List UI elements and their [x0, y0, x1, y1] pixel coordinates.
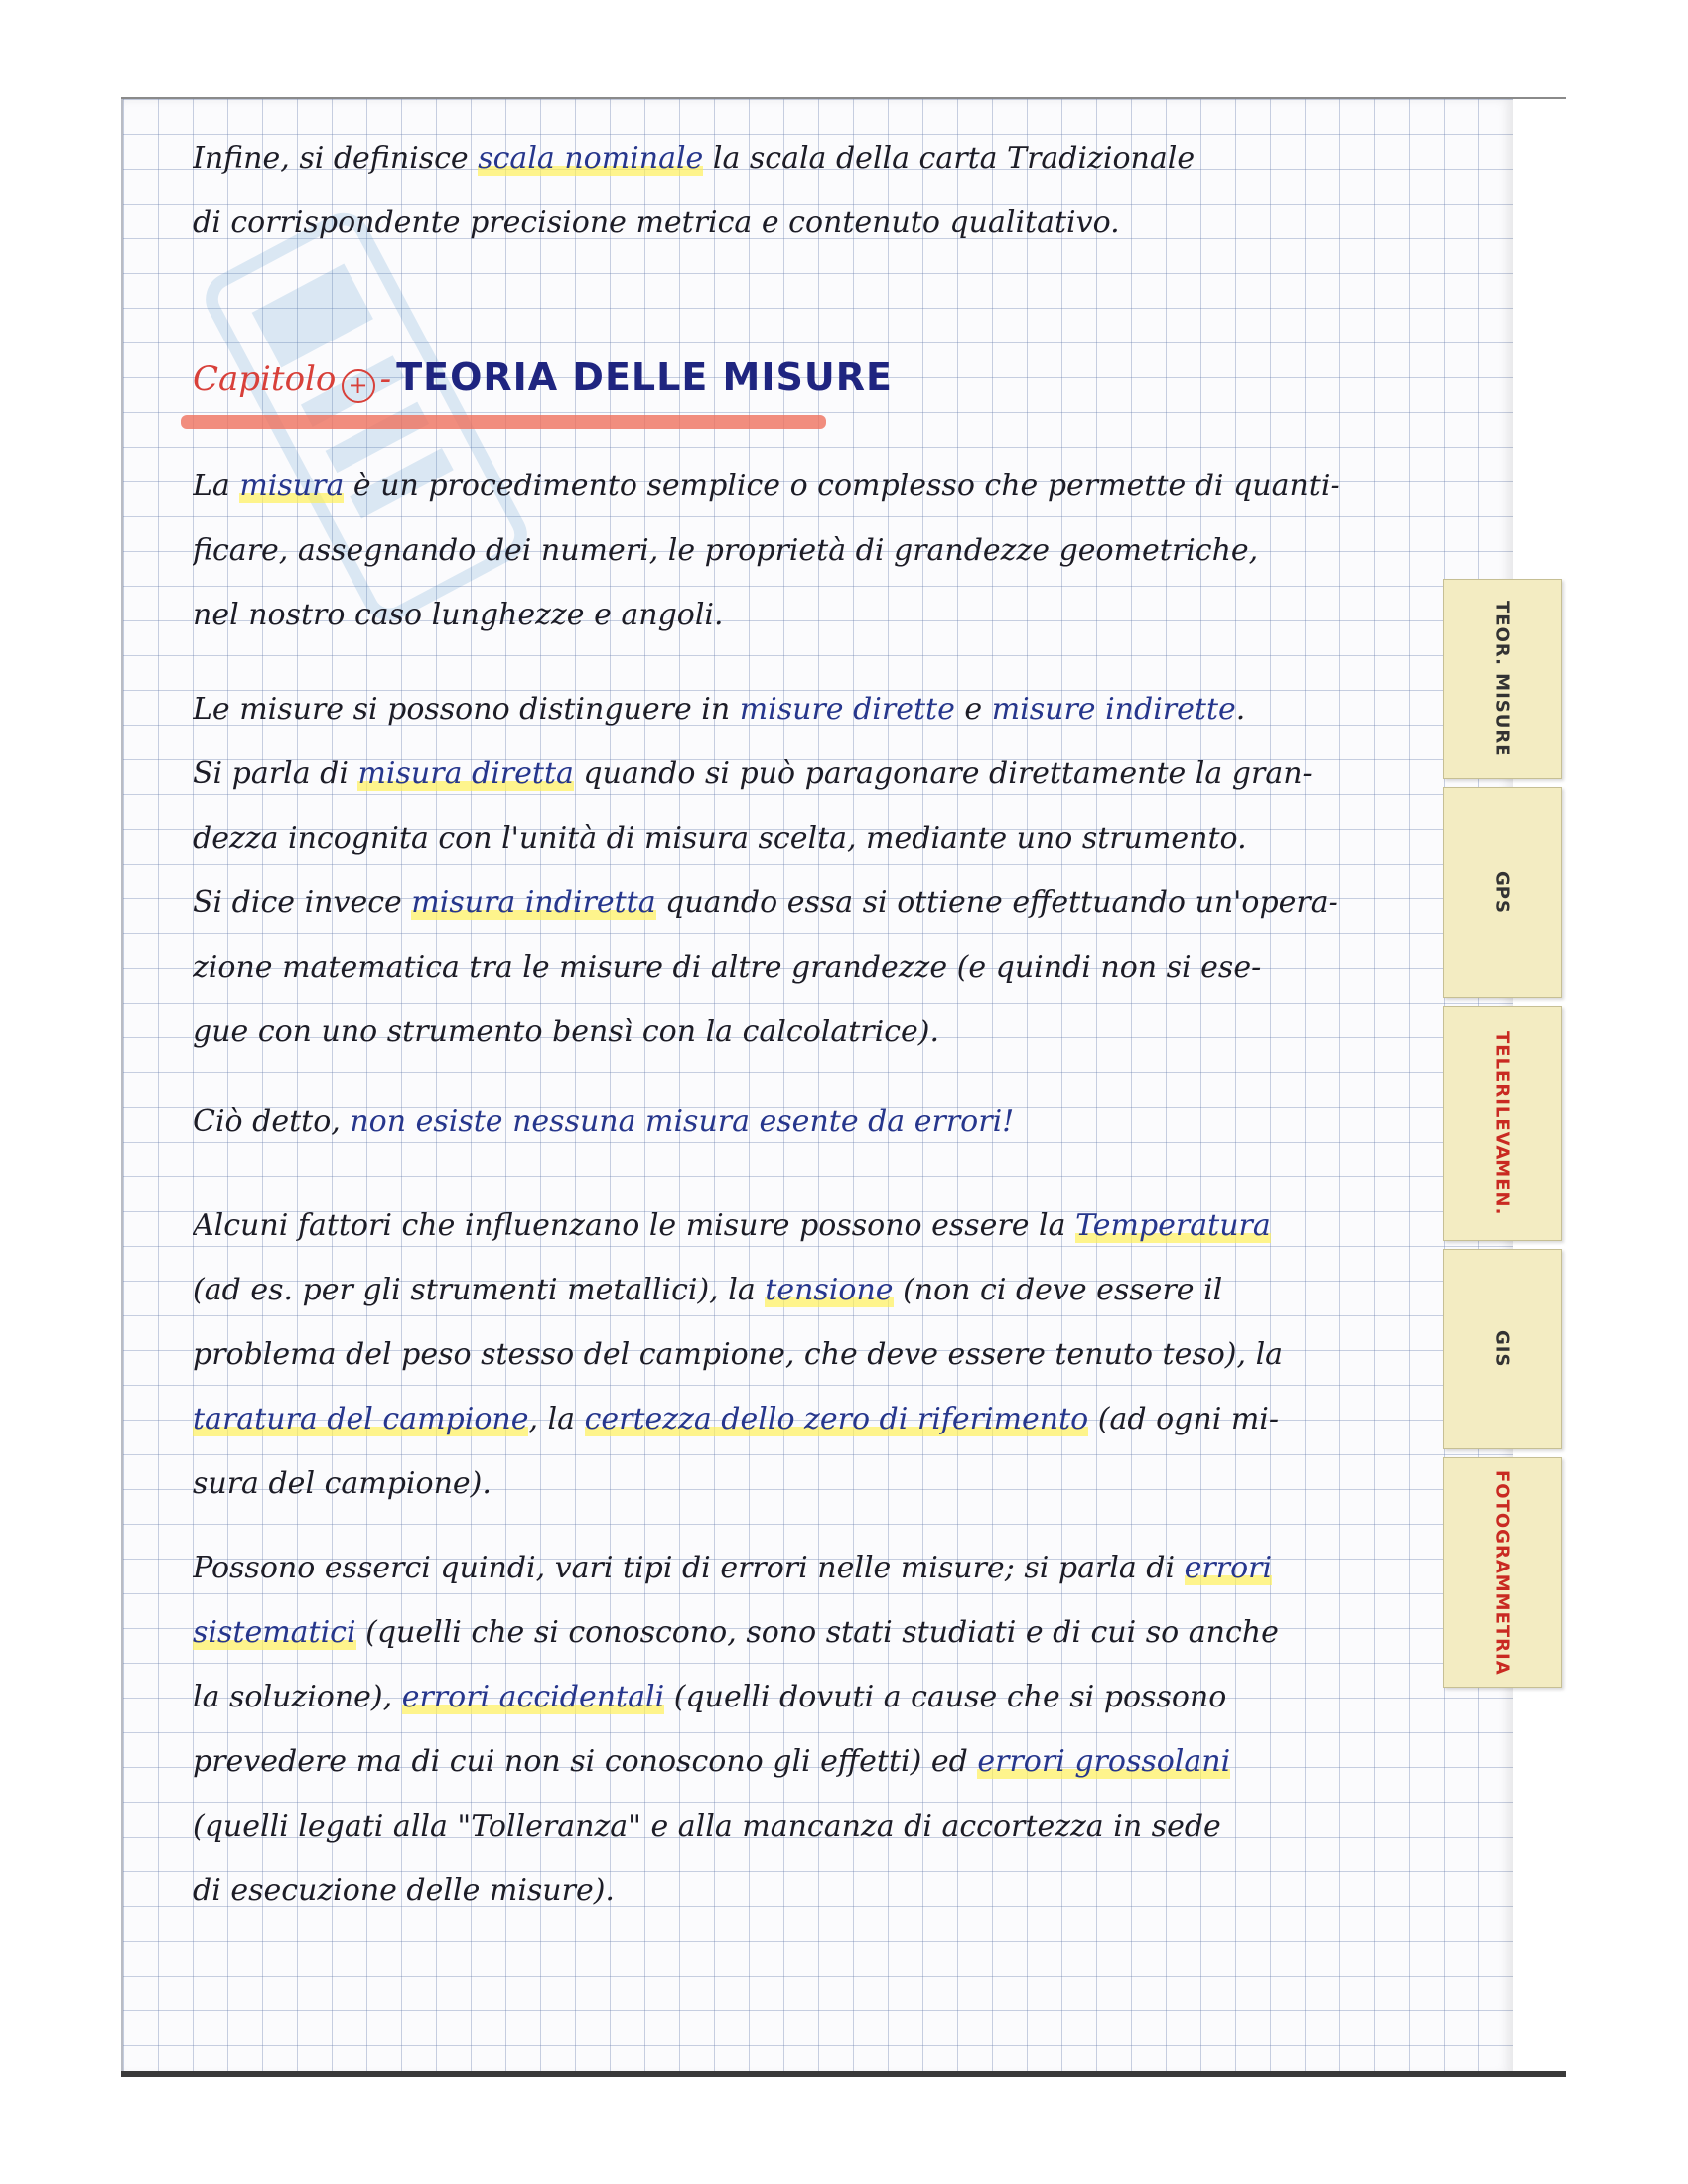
text-segment: Possono esserci quindi, vari tipi di errori nelle misure; si parla di — [193, 1551, 1185, 1585]
tab-label: TEOR. MISURE — [1491, 601, 1513, 757]
text-segment: Le misure si possono distinguere in — [193, 692, 740, 727]
chapter-heading — [193, 355, 908, 427]
chapter-title: TEORIA DELLE MISURE — [396, 355, 893, 399]
text-segment: (non ci deve essere il — [893, 1273, 1223, 1307]
text-line — [193, 1464, 1474, 1504]
text-segment: dezza incognita con l'unità di misura scelta, mediante uno strumento. — [193, 821, 1247, 856]
text-segment: ficare, assegnando dei numeri, le proprietà di grandezze geometriche, — [193, 533, 1259, 568]
highlighted-term: errori grossolani — [977, 1744, 1231, 1779]
text-line — [193, 1678, 1474, 1717]
page-bottom-edge — [121, 2071, 1566, 2077]
text-segment: , la — [528, 1402, 585, 1436]
highlighted-term: misure indirette — [991, 692, 1236, 727]
text-segment: (quelli dovuti a cause che si possono — [664, 1680, 1227, 1714]
text-segment: sura del campione). — [193, 1466, 492, 1501]
text-segment: zione matematica tra le misure di altre grandezze (e quindi non si ese- — [193, 950, 1262, 985]
highlighted-term: tensione — [765, 1273, 894, 1307]
tab-teoria-misure[interactable] — [1443, 579, 1562, 779]
text-line — [193, 1871, 1474, 1911]
text-segment: la scala della carta Tradizionale — [703, 141, 1196, 176]
text-segment: prevedere ma di cui non si conoscono gli effetti) ed — [193, 1744, 978, 1779]
highlighted-term: sistematici — [193, 1615, 356, 1650]
highlighted-term: misura diretta — [357, 756, 574, 791]
highlighted-term: scala nominale — [478, 141, 704, 176]
text-line — [193, 1271, 1474, 1310]
text-segment: quando si può paragonare direttamente la gran- — [573, 756, 1313, 791]
notebook-page — [121, 99, 1513, 2075]
text-line — [193, 690, 1474, 730]
text-line — [193, 467, 1474, 506]
highlighted-term: certezza dello zero di riferimento — [584, 1402, 1089, 1436]
page-top-edge — [121, 97, 1566, 99]
text-line — [193, 1102, 1474, 1142]
chapter-label: Capitolo — [193, 359, 337, 399]
tab-gis[interactable] — [1443, 1249, 1562, 1449]
tab-fotogrammetria[interactable] — [1443, 1457, 1562, 1688]
chapter-dash: - — [379, 359, 392, 399]
highlighted-term: errori accidentali — [401, 1680, 665, 1714]
text-segment: Ciò detto, — [193, 1104, 351, 1139]
text-segment: di esecuzione delle misure). — [193, 1873, 615, 1908]
text-segment: è un procedimento semplice o complesso che permette di quanti- — [344, 469, 1340, 503]
text-line — [193, 1400, 1474, 1439]
text-line — [193, 1335, 1474, 1375]
text-segment: Infine, si definisce — [193, 141, 479, 176]
text-line — [193, 948, 1474, 988]
text-segment: e — [954, 692, 992, 727]
tab-label: GPS — [1491, 871, 1513, 914]
text-line — [193, 204, 1474, 243]
text-segment: . — [1235, 692, 1246, 727]
text-line — [193, 1549, 1474, 1588]
tab-label: TELERILEVAMEN. — [1491, 1030, 1513, 1216]
text-segment: nel nostro caso lunghezze e angoli. — [193, 598, 724, 632]
text-line — [193, 1613, 1474, 1653]
text-line — [193, 1807, 1474, 1846]
highlighted-term: misura indiretta — [411, 886, 656, 920]
tab-gps[interactable] — [1443, 787, 1562, 998]
text-segment: (quelli legati alla "Tolleranza" e alla mancanza di accortezza in sede — [193, 1809, 1221, 1843]
tab-label: FOTOGRAMMETRIA — [1491, 1469, 1513, 1676]
text-line — [193, 596, 1474, 635]
text-segment: la soluzione), — [193, 1680, 402, 1714]
chapter-number-circle: + — [342, 369, 375, 403]
highlighted-term: Temperatura — [1075, 1208, 1271, 1243]
text-segment: gue con uno strumento bensì con la calcolatrice). — [193, 1015, 940, 1049]
text-line — [193, 1013, 1474, 1052]
highlighted-term: taratura del campione — [193, 1402, 529, 1436]
text-segment: quando essa si ottiene effettuando un'opera- — [655, 886, 1338, 920]
text-segment: (quelli che si conoscono, sono stati studiati e di cui so anche — [355, 1615, 1279, 1650]
text-segment: di corrispondente precisione metrica e contenuto qualitativo. — [193, 205, 1120, 240]
text-line — [193, 531, 1474, 571]
text-segment: problema del peso stesso del campione, che deve essere tenuto teso), la — [193, 1337, 1284, 1372]
text-line — [193, 1206, 1474, 1246]
text-segment: (ad ogni mi- — [1088, 1402, 1280, 1436]
text-line — [193, 139, 1474, 179]
text-segment: La — [193, 469, 240, 503]
text-line — [193, 1742, 1474, 1782]
text-segment: Alcuni fattori che influenzano le misure possono essere la — [193, 1208, 1076, 1243]
text-segment: (ad es. per gli strumenti metallici), la — [193, 1273, 766, 1307]
tab-telerilevamento[interactable] — [1443, 1006, 1562, 1241]
highlighted-term: errori — [1184, 1551, 1273, 1585]
highlighted-term: misura — [239, 469, 345, 503]
tab-label: GIS — [1491, 1330, 1513, 1368]
text-line — [193, 884, 1474, 923]
highlighted-term: non esiste nessuna misura esente da errori! — [350, 1104, 1015, 1139]
text-segment: Si parla di — [193, 756, 358, 791]
text-line — [193, 754, 1474, 794]
text-segment: Si dice invece — [193, 886, 412, 920]
text-line — [193, 819, 1474, 859]
highlighted-term: misure dirette — [739, 692, 955, 727]
